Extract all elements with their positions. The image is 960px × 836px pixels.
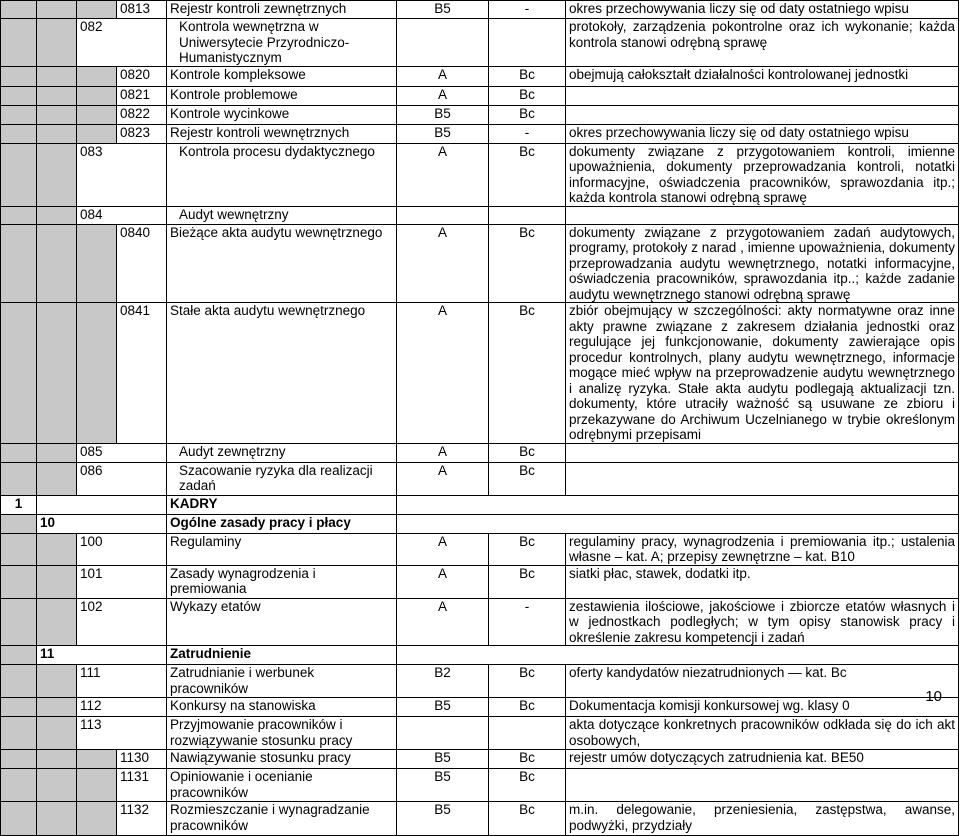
symbol-cell: 111	[77, 665, 167, 698]
name-cell: Wykazy etatów	[167, 598, 397, 646]
table-row	[1, 143, 959, 206]
category-cell: B5	[397, 1, 489, 19]
category-other-cell	[489, 206, 566, 224]
category-cell: A	[397, 462, 489, 495]
name-cell: Kontrole wycinkowe	[167, 105, 397, 124]
table-row	[1, 19, 959, 67]
remarks-cell: obejmują całokształt działalności kontrolowanej jednostki	[566, 66, 959, 86]
name-cell: Audyt zewnętrzny	[167, 443, 397, 462]
table-row	[1, 66, 959, 86]
table-row	[1, 514, 959, 533]
category-cell: B5	[397, 750, 489, 769]
name-cell: Konkursy na stanowiska	[167, 698, 397, 717]
symbol-cell: 083	[77, 143, 167, 206]
category-cell: A	[397, 66, 489, 86]
remarks-cell	[566, 86, 959, 105]
category-other-cell	[489, 717, 566, 750]
symbol-cell: 0821	[117, 86, 167, 105]
category-cell: B5	[397, 802, 489, 836]
symbol-cell: 1130	[117, 750, 167, 769]
name-cell: Przyjmowanie pracowników i rozwiązywanie stosunku pracy	[167, 717, 397, 750]
table-row	[1, 533, 959, 565]
remarks-cell: akta dotyczące konkretnych pracowników odkłada się do ich akt osobowych,	[566, 717, 959, 750]
remarks-cell: okres przechowywania liczy się od daty ostatniego wpisu	[566, 124, 959, 143]
table-row	[1, 598, 959, 646]
name-cell: Stałe akta audytu wewnętrznego	[167, 303, 397, 444]
category-cell: A	[397, 533, 489, 565]
table-row	[1, 1, 959, 19]
category-cell: A	[397, 598, 489, 646]
symbol-cell: 1131	[117, 769, 167, 802]
category-other-cell: Bc	[489, 462, 566, 495]
name-cell: Zatrudnienie	[167, 646, 397, 665]
name-cell: Bieżące akta audytu wewnętrznego	[167, 224, 397, 303]
category-cell: A	[397, 565, 489, 598]
category-other-cell: -	[489, 124, 566, 143]
symbol-cell: 086	[77, 462, 167, 495]
category-other-cell: Bc	[489, 750, 566, 769]
category-other-cell: Bc	[489, 769, 566, 802]
remarks-cell	[566, 206, 959, 224]
remarks-cell: m.in. delegowanie, przeniesienia, zastępstwa, awanse, podwyżki, przydziały	[566, 802, 959, 836]
name-cell: Kontrola wewnętrzna w Uniwersytecie Przyrodniczo-Humanistycznym	[167, 19, 397, 67]
name-cell: Kontrole kompleksowe	[167, 66, 397, 86]
name-cell: Rejestr kontroli wewnętrznych	[167, 124, 397, 143]
category-cell: A	[397, 143, 489, 206]
table-row	[1, 224, 959, 303]
name-cell: Zatrudnianie i werbunek pracowników	[167, 665, 397, 698]
symbol-cell: 101	[77, 565, 167, 598]
symbol-cell: 0822	[117, 105, 167, 124]
table-row	[1, 698, 959, 717]
category-other-cell: Bc	[489, 665, 566, 698]
category-other-cell: Bc	[489, 224, 566, 303]
name-cell: Szacowanie ryzyka dla realizacji zadań	[167, 462, 397, 495]
table-row	[1, 717, 959, 750]
category-cell: A	[397, 303, 489, 444]
remarks-cell: zbiór obejmujący w szczególności: akty normatywne oraz inne akty prawne związane z zakresem działania jednostki oraz regulujące jej funkcjonowanie, dokumenty zawierające opis procedur kontrolnych, plany audytu wewnętrznego, informacje mogące mieć wpływ na przeprowadzenie audytu wewnętrznego i analizę ryzyka. Stałe akta audytu podlegają aktualizacji tzn. dokumenty, które utraciły ważność są usuwane ze zbioru i przekazywane do Archiwum Uczelnianego w trybie określonym odrębnymi przepisami	[566, 303, 959, 444]
category-cell: B5	[397, 105, 489, 124]
symbol-cell: 1	[1, 495, 37, 514]
category-other-cell: Bc	[489, 698, 566, 717]
symbol-cell: 085	[77, 443, 167, 462]
category-other-cell: Bc	[489, 86, 566, 105]
symbol-cell: 100	[77, 533, 167, 565]
category-cell: B2	[397, 665, 489, 698]
table-row	[1, 646, 959, 665]
table-row	[1, 105, 959, 124]
remarks-cell: dokumenty związane z przygotowaniem kontroli, imienne upoważnienia, dokumenty przeprowadzania kontroli, notatki informacyjne, oświadczenia pracowników, sprawozdania itp.; każda kontrola stanowi odrębną sprawę	[566, 143, 959, 206]
symbol-cell: 102	[77, 598, 167, 646]
name-cell: Audyt wewnętrzny	[167, 206, 397, 224]
table-row	[1, 443, 959, 462]
category-cell	[397, 206, 489, 224]
symbol-cell: 0840	[117, 224, 167, 303]
category-cell: A	[397, 224, 489, 303]
name-cell: Zasady wynagrodzenia i premiowania	[167, 565, 397, 598]
remarks-cell	[566, 443, 959, 462]
category-other-cell	[489, 19, 566, 67]
symbol-cell: 11	[37, 646, 167, 665]
category-other-cell: Bc	[489, 802, 566, 836]
name-cell: Kontrola procesu dydaktycznego	[167, 143, 397, 206]
remarks-cell: protokoły, zarządzenia pokontrolne oraz ich wykonanie; każda kontrola stanowi odrębną sprawę	[566, 19, 959, 67]
symbol-cell: 10	[37, 514, 167, 533]
table-row	[1, 303, 959, 444]
name-cell: Ogólne zasady pracy i płacy	[167, 514, 397, 533]
table-row	[1, 495, 959, 514]
category-other-cell: -	[489, 1, 566, 19]
remarks-cell	[566, 462, 959, 495]
category-other-cell: Bc	[489, 105, 566, 124]
remarks-cell: rejestr umów dotyczących zatrudnienia kat. BE50	[566, 750, 959, 769]
symbol-cell: 0823	[117, 124, 167, 143]
remarks-cell	[566, 105, 959, 124]
remarks-cell: okres przechowywania liczy się od daty ostatniego wpisu	[566, 1, 959, 19]
name-cell: Opiniowanie i ocenianie pracowników	[167, 769, 397, 802]
category-cell: B5	[397, 698, 489, 717]
name-cell: Nawiązywanie stosunku pracy	[167, 750, 397, 769]
symbol-cell: 0813	[117, 1, 167, 19]
remarks-cell: siatki płac, stawek, dodatki itp.	[566, 565, 959, 598]
category-other-cell: Bc	[489, 303, 566, 444]
category-other-cell: Bc	[489, 565, 566, 598]
name-cell: KADRY	[167, 495, 397, 514]
category-other-cell: Bc	[489, 533, 566, 565]
table-row	[1, 750, 959, 769]
table-row	[1, 124, 959, 143]
symbol-cell: 0841	[117, 303, 167, 444]
page-number: 10	[925, 688, 942, 705]
category-cell: A	[397, 443, 489, 462]
category-cell: B5	[397, 769, 489, 802]
category-other-cell: Bc	[489, 443, 566, 462]
table-row	[1, 802, 959, 836]
name-cell: Rejestr kontroli zewnętrznych	[167, 1, 397, 19]
category-other-cell: Bc	[489, 66, 566, 86]
symbol-cell: 082	[77, 19, 167, 67]
remarks-cell	[566, 769, 959, 802]
name-cell: Regulaminy	[167, 533, 397, 565]
symbol-cell: 084	[77, 206, 167, 224]
remarks-cell: oferty kandydatów niezatrudnionych — kat. Bc	[566, 665, 959, 698]
symbol-cell: 113	[77, 717, 167, 750]
symbol-cell: 1132	[117, 802, 167, 836]
remarks-cell: zestawienia ilościowe, jakościowe i zbiorcze etatów własnych i w jednostkach podległych; w tym opisy stanowisk pracy i określenie zakresu kompetencji i zadań	[566, 598, 959, 646]
table-row	[1, 565, 959, 598]
table-row	[1, 462, 959, 495]
table-row	[1, 769, 959, 802]
table-row	[1, 206, 959, 224]
category-cell	[397, 19, 489, 67]
name-cell: Kontrole problemowe	[167, 86, 397, 105]
name-cell: Rozmieszczanie i wynagradzanie pracowników	[167, 802, 397, 836]
table-row	[1, 665, 959, 698]
symbol-cell: 0820	[117, 66, 167, 86]
category-cell: A	[397, 86, 489, 105]
symbol-cell: 112	[77, 698, 167, 717]
category-other-cell: Bc	[489, 143, 566, 206]
category-cell: B5	[397, 124, 489, 143]
table-row	[1, 86, 959, 105]
remarks-cell: Dokumentacja komisji konkursowej wg. klasy 0	[566, 698, 959, 717]
category-cell	[397, 717, 489, 750]
category-other-cell: -	[489, 598, 566, 646]
remarks-cell: dokumenty związane z przygotowaniem zadań audytowych, programy, protokoły z narad , imienne upoważnienia, dokumenty przeprowadzania audytu wewnętrznego, notatki informacyjne, oświadczenia pracowników, sprawozdania itp..; każde zadanie audytu wewnętrznego stanowi odrębną sprawę	[566, 224, 959, 303]
remarks-cell: regulaminy pracy, wynagrodzenia i premiowania itp.; ustalenia własne – kat. A; przepisy zewnętrzne – kat. B10	[566, 533, 959, 565]
